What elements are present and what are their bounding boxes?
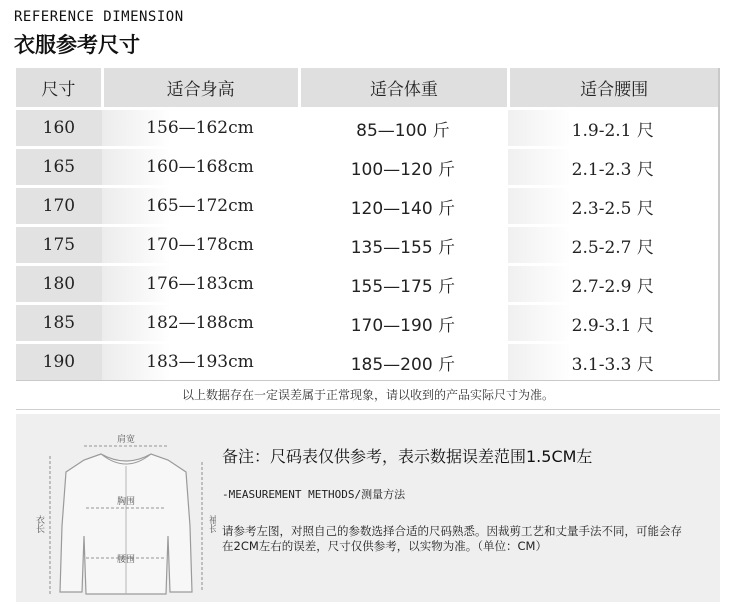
- label-shoulder: 肩宽: [116, 435, 136, 445]
- cell-height: 170—178cm: [102, 227, 298, 263]
- cell-size: 175: [16, 227, 102, 263]
- header-size: 尺寸: [16, 68, 101, 107]
- header-weight: 适合体重: [301, 68, 508, 107]
- cell-waist: 2.5-2.7 尺: [508, 227, 718, 263]
- garment-diagram: [26, 416, 216, 600]
- title-chinese: 衣服参考尺寸: [14, 33, 140, 57]
- header-height: 适合身高: [104, 68, 298, 107]
- cell-weight: 135—155 斤: [298, 227, 507, 263]
- table-row: [16, 146, 718, 185]
- title-english: REFERENCE DIMENSION: [14, 9, 184, 25]
- cell-waist: 1.9-2.1 尺: [508, 110, 718, 146]
- cell-size: 170: [16, 188, 102, 224]
- table-row: [16, 341, 718, 380]
- table-row: [16, 224, 718, 263]
- cell-height: 176—183cm: [102, 266, 298, 302]
- cell-weight: 85—100 斤: [298, 110, 507, 146]
- cell-height: 182—188cm: [102, 305, 298, 341]
- cell-size: 185: [16, 305, 102, 341]
- table-header-row: [16, 68, 718, 107]
- label-chest: 胸围: [116, 497, 136, 507]
- label-waist: 腰围: [116, 555, 136, 565]
- table-row: [16, 263, 718, 302]
- cell-waist: 2.7-2.9 尺: [508, 266, 718, 302]
- cell-height: 156—162cm: [102, 110, 298, 146]
- cell-waist: 2.3-2.5 尺: [508, 188, 718, 224]
- cell-height: 160—168cm: [102, 149, 298, 185]
- cell-size: 180: [16, 266, 102, 302]
- cell-size: 160: [16, 110, 102, 146]
- cell-height: 165—172cm: [102, 188, 298, 224]
- label-sleeve: 袖长: [207, 515, 216, 533]
- cell-weight: 120—140 斤: [298, 188, 507, 224]
- disclaimer-note: 以上数据存在一定误差属于正常现象，请以收到的产品实际尺寸为准。: [16, 380, 720, 410]
- cell-waist: 2.9-3.1 尺: [508, 305, 718, 341]
- method-heading: -MEASUREMENT METHODS/测量方法: [222, 488, 406, 501]
- cell-weight: 170—190 斤: [298, 305, 507, 341]
- cell-weight: 185—200 斤: [298, 344, 507, 380]
- cell-weight: 155—175 斤: [298, 266, 507, 302]
- measurement-panel: [16, 414, 720, 602]
- cell-waist: 2.1-2.3 尺: [508, 149, 718, 185]
- cell-size: 190: [16, 344, 102, 380]
- size-table: [16, 68, 720, 381]
- header-waist: 适合腰围: [510, 68, 718, 107]
- shirt-outline-icon: [26, 416, 216, 600]
- cell-size: 165: [16, 149, 102, 185]
- remark-text: 备注：尺码表仅供参考，表示数据误差范围1.5CM左: [222, 447, 593, 466]
- cell-height: 183—193cm: [102, 344, 298, 380]
- cell-weight: 100—120 斤: [298, 149, 507, 185]
- table-row: [16, 185, 718, 224]
- label-length: 衣长: [34, 515, 44, 533]
- table-row: [16, 302, 718, 341]
- cell-waist: 3.1-3.3 尺: [508, 344, 718, 380]
- method-description: 请参考左图，对照自己的参数选择合适的尺码熟悉。因裁剪工艺和丈量手法不同，可能会存在2CM左右的误差，尺寸仅供参考，以实物为准。（单位：CM）: [222, 524, 682, 553]
- table-row: [16, 107, 718, 146]
